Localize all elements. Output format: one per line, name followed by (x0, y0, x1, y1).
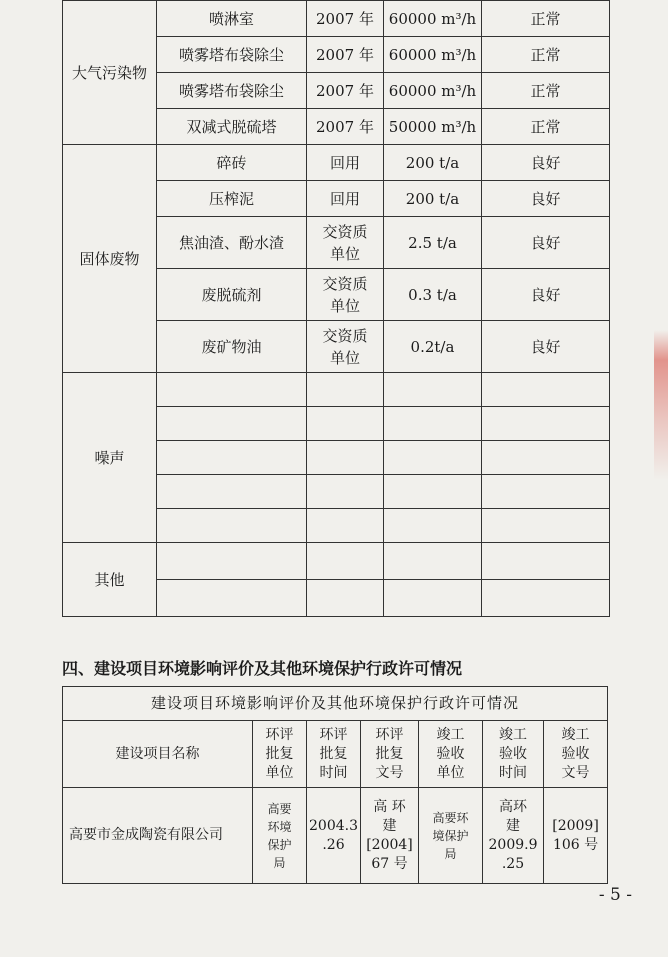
seal-stamp-edge (654, 330, 668, 480)
capacity-cell: 60000 m³/h (384, 37, 482, 73)
empty-cell (482, 475, 610, 509)
header-eia-unit: 环评 批复 单位 (253, 721, 307, 788)
empty-cell (157, 580, 307, 617)
acc-unit-cell: 高要环 境保护 局 (419, 788, 483, 884)
year-cell: 2007 年 (307, 73, 384, 109)
empty-cell (157, 475, 307, 509)
facility-cell: 碎砖 (157, 145, 307, 181)
empty-cell (157, 509, 307, 543)
empty-cell (157, 543, 307, 580)
empty-cell (307, 475, 384, 509)
acc-time-cell: 高环 建 2009.9 .25 (483, 788, 544, 884)
category-solid: 固体废物 (63, 145, 157, 373)
facility-cell: 喷淋室 (157, 1, 307, 37)
other-row (63, 543, 610, 580)
amount-cell: 0.2t/a (384, 321, 482, 373)
table-row (63, 788, 608, 884)
disposal-cell: 交资质 单位 (307, 217, 384, 269)
air-row (63, 1, 610, 37)
disposal-cell: 回用 (307, 181, 384, 217)
facility-cell: 喷雾塔布袋除尘 (157, 37, 307, 73)
empty-cell (482, 373, 610, 407)
noise-row (63, 373, 610, 407)
empty-cell (307, 407, 384, 441)
capacity-cell: 60000 m³/h (384, 1, 482, 37)
amount-cell: 200 t/a (384, 181, 482, 217)
disposal-cell: 交资质 单位 (307, 321, 384, 373)
header-project-name: 建设项目名称 (63, 721, 253, 788)
empty-cell (384, 543, 482, 580)
eia-unit-cell: 高要 环境 保护 局 (253, 788, 307, 884)
empty-cell (384, 407, 482, 441)
empty-cell (482, 580, 610, 617)
header-acc-doc: 竣工 验收 文号 (544, 721, 608, 788)
status-cell: 良好 (482, 269, 610, 321)
permit-table (62, 686, 608, 884)
year-cell: 2007 年 (307, 37, 384, 73)
header-row (63, 721, 608, 788)
header-eia-time: 环评 批复 时间 (307, 721, 361, 788)
empty-cell (384, 373, 482, 407)
header-acc-time: 竣工 验收 时间 (483, 721, 544, 788)
header-acc-unit: 竣工 验收 单位 (419, 721, 483, 788)
empty-cell (307, 441, 384, 475)
facility-cell: 压榨泥 (157, 181, 307, 217)
empty-cell (307, 373, 384, 407)
facility-cell: 双减式脱硫塔 (157, 109, 307, 145)
empty-cell (384, 580, 482, 617)
status-cell: 正常 (482, 1, 610, 37)
amount-cell: 2.5 t/a (384, 217, 482, 269)
category-other: 其他 (63, 543, 157, 617)
status-cell: 正常 (482, 109, 610, 145)
status-cell: 正常 (482, 37, 610, 73)
empty-cell (482, 543, 610, 580)
empty-cell (307, 543, 384, 580)
header-eia-doc: 环评 批复 文号 (361, 721, 419, 788)
amount-cell: 0.3 t/a (384, 269, 482, 321)
table-caption: 建设项目环境影响评价及其他环境保护行政许可情况 (63, 687, 608, 721)
solid-row (63, 145, 610, 181)
empty-cell (384, 441, 482, 475)
facility-cell: 废脱硫剂 (157, 269, 307, 321)
status-cell: 良好 (482, 217, 610, 269)
section-heading: 四、建设项目环境影响评价及其他环境保护行政许可情况 (62, 659, 463, 678)
disposal-cell: 回用 (307, 145, 384, 181)
eia-time-cell: 2004.3 .26 (307, 788, 361, 884)
empty-cell (482, 509, 610, 543)
category-air: 大气污染物 (63, 1, 157, 145)
empty-cell (482, 441, 610, 475)
project-name-cell: 高要市金成陶瓷有限公司 (63, 788, 253, 884)
year-cell: 2007 年 (307, 109, 384, 145)
caption-row (63, 687, 608, 721)
acc-doc-cell: [2009] 106 号 (544, 788, 608, 884)
status-cell: 良好 (482, 181, 610, 217)
facility-cell: 废矿物油 (157, 321, 307, 373)
capacity-cell: 50000 m³/h (384, 109, 482, 145)
page-number: - 5 - (598, 885, 632, 905)
empty-cell (307, 580, 384, 617)
disposal-cell: 交资质 单位 (307, 269, 384, 321)
category-noise: 噪声 (63, 373, 157, 543)
status-cell: 正常 (482, 73, 610, 109)
empty-cell (307, 509, 384, 543)
year-cell: 2007 年 (307, 1, 384, 37)
eia-doc-cell: 高 环 建 [2004] 67 号 (361, 788, 419, 884)
facility-cell: 焦油渣、酚水渣 (157, 217, 307, 269)
empty-cell (482, 407, 610, 441)
status-cell: 良好 (482, 145, 610, 181)
amount-cell: 200 t/a (384, 145, 482, 181)
empty-cell (157, 407, 307, 441)
status-cell: 良好 (482, 321, 610, 373)
empty-cell (384, 509, 482, 543)
empty-cell (157, 373, 307, 407)
pollution-control-table (62, 0, 610, 617)
facility-cell: 喷雾塔布袋除尘 (157, 73, 307, 109)
empty-cell (384, 475, 482, 509)
capacity-cell: 60000 m³/h (384, 73, 482, 109)
empty-cell (157, 441, 307, 475)
